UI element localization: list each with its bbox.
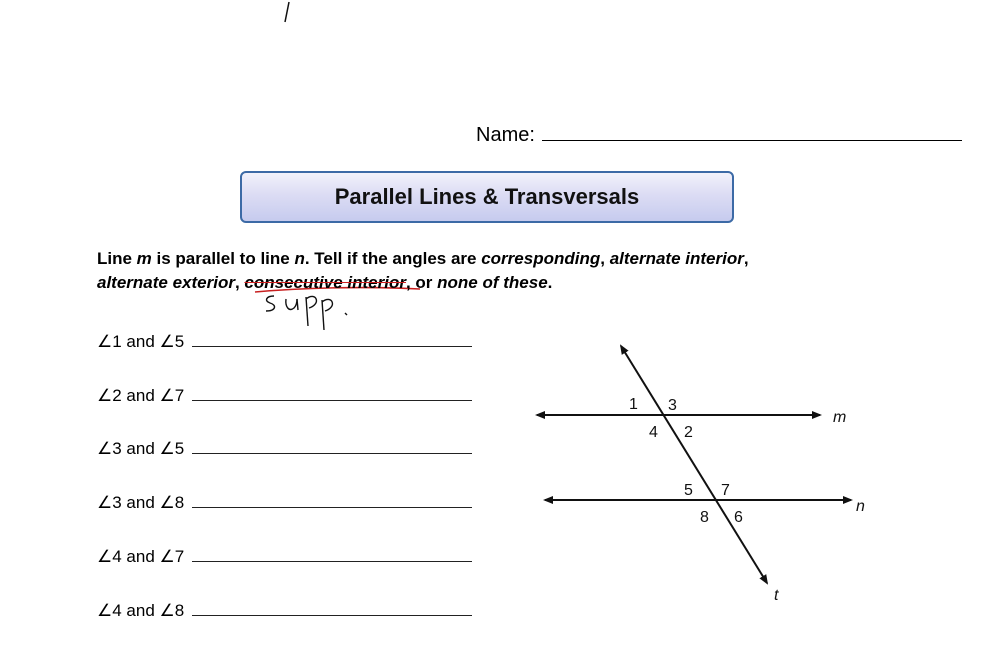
- instr-sep: , or: [405, 273, 438, 292]
- answer-blank[interactable]: [192, 437, 472, 454]
- instr-part: . Tell if the angles are: [304, 249, 482, 268]
- worksheet-title-box: [240, 171, 734, 223]
- question-label: ∠3 and ∠8: [97, 493, 185, 512]
- question-label: ∠4 and ∠8: [97, 601, 185, 620]
- instr-m: m: [136, 249, 152, 268]
- question-row: [97, 545, 472, 567]
- angle-label-3: 3: [668, 397, 677, 414]
- instr-sep: ,: [234, 273, 245, 292]
- answer-blank[interactable]: [192, 384, 472, 401]
- handwritten-note: [266, 296, 347, 330]
- angle-label-5: 5: [684, 482, 693, 499]
- diagram: [537, 346, 865, 604]
- angle-label-4: 4: [649, 424, 658, 441]
- instr-end: .: [547, 273, 553, 292]
- angle-label-8: 8: [700, 509, 709, 526]
- question-label: ∠3 and ∠5: [97, 439, 185, 458]
- angle-label-1: 1: [629, 396, 638, 413]
- name-label: Name:: [476, 124, 541, 146]
- question-row: [97, 384, 472, 406]
- question-label: ∠4 and ∠7: [97, 547, 185, 566]
- answer-blank[interactable]: [192, 545, 472, 562]
- line-label-t: t: [774, 587, 779, 604]
- option-corresponding: corresponding: [481, 249, 601, 268]
- instr-sep: ,: [743, 249, 749, 268]
- instr-sep: ,: [600, 249, 610, 268]
- question-row: [97, 330, 472, 352]
- answer-blank[interactable]: [192, 330, 472, 347]
- question-row: [97, 599, 472, 621]
- line-label-m: m: [833, 409, 847, 426]
- question-row: [97, 437, 472, 459]
- line-t: [621, 346, 767, 583]
- line-label-n: n: [856, 498, 865, 515]
- instr-part: Line: [97, 249, 137, 268]
- instructions: [97, 247, 797, 295]
- instr-part: is parallel to line: [151, 249, 295, 268]
- instr-n: n: [294, 249, 305, 268]
- option-none-of-these: none of these: [437, 273, 548, 292]
- option-consecutive-interior: consecutive interior: [244, 273, 406, 292]
- name-field-row: [476, 122, 962, 147]
- option-alternate-interior: alternate interior: [609, 249, 744, 268]
- name-blank[interactable]: [542, 122, 962, 141]
- worksheet-title: Parallel Lines & Transversals: [334, 184, 640, 209]
- answer-blank[interactable]: [192, 599, 472, 616]
- answer-blank[interactable]: [192, 491, 472, 508]
- pen-stroke-mark: [285, 2, 289, 22]
- angle-label-2: 2: [684, 424, 693, 441]
- question-row: [97, 491, 472, 513]
- question-label: ∠1 and ∠5: [97, 332, 185, 351]
- angle-label-6: 6: [734, 509, 743, 526]
- question-label: ∠2 and ∠7: [97, 386, 185, 405]
- angle-label-7: 7: [721, 482, 730, 499]
- option-alternate-exterior: alternate exterior: [97, 273, 235, 292]
